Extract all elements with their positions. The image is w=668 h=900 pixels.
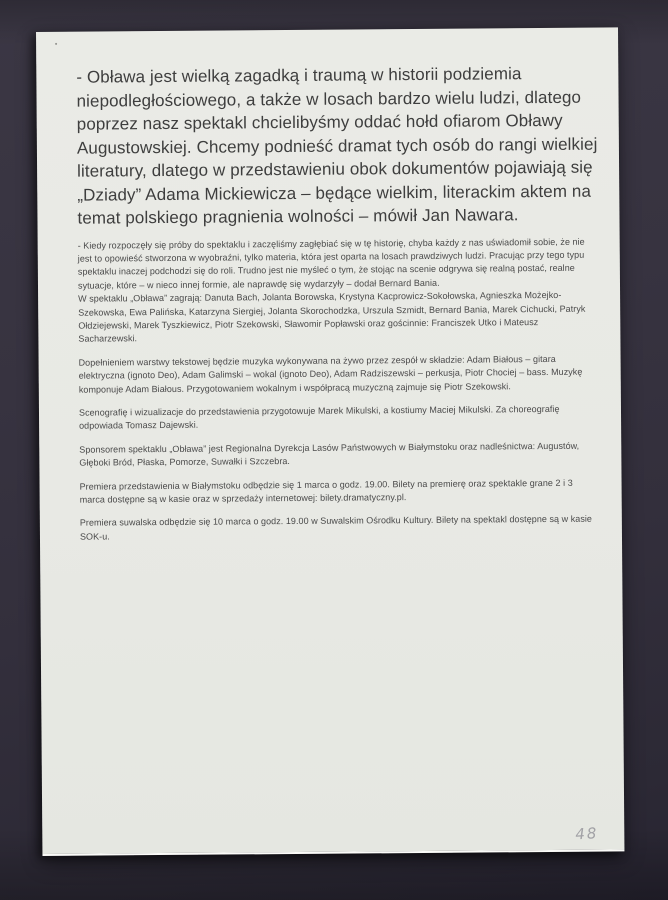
handwritten-page-number: 48: [574, 824, 599, 844]
scanned-page: [36, 27, 624, 856]
paragraph-premiere-bialystok: Premiera przedstawienia w Białymstoku odbędzie się 1 marca o godz. 19.00. Bilety na premierę oraz spektakle grane 2 i 3 marca dostępne są w kasie oraz w sprzedaży internetowej: bilety.dramatyczny.pl.: [79, 477, 573, 505]
paper-speck: [55, 43, 57, 45]
paragraph-quote-and-cast: - Kiedy rozpoczęły się próby do spektaklu i zaczęliśmy zagłębiać się w tę historię, chyba każdy z nas uświadomił sobie, że nie jest to opowieść stworzona w wyobraźni, tylko materia, która jest oparta na losach prawdziwych ludzi. Pracując przy tego typu spektaklu inaczej podchodzi się do roli. Trudno jest nie myśleć o tym, że stojąc na scenie odgrywa się realną postać, realne sytuacje, które – w nieco innej formie, ale naprawdę się wydarzyły – dodał Bernard Bania. W spektaklu „Obława” zagrają: Danuta Bach, Jolanta Borowska, Krystyna Kacprowicz-Sokołowska, Agnieszka Możejko- Szekowska, Ewa Palińska, Katarzyna Siergiej, Jolanta Skorochodzka, Urszula Szmidt, Bernard Bania, Marek Cichucki, Patryk Ołdziejewski, Marek Tyszkiewicz, Piotr Szekowski, Sławomir Popławski oraz gościnnie: Franciszek Utko i Mateusz Sacharzewski.: [77, 236, 586, 345]
lead-paragraph: - Obława jest wielką zagadką i traumą w historii podziemia niepodległościowego, a także w losach bardzo wielu ludzi, dlatego poprzez nasz spektakl chcielibyśmy oddać hołd ofiarom Obławy Augustowskiej. Chcemy podnieść dramat tych osób do rangi wielkiej literatury, dlatego w przedstawieniu obok dokumentów pojawiają się „Dziady” Adama Mickiewicza – będące wielkim, literackim aktem na temat polskiego pragnienia wolności – mówił Jan Nawara.: [76, 64, 598, 228]
paragraph-premiere-suwalki: Premiera suwalska odbędzie się 10 marca o godz. 19.00 w Suwalskim Ośrodku Kultury. Bilety na spektakl dostępne są w kasie SOK-u.: [79, 514, 593, 542]
document-text: [76, 62, 610, 554]
paragraph-music: Dopełnieniem warstwy tekstowej będzie muzyka wykonywana na żywo przez zespół w składzie: Adam Białous – gitara elektryczna (ignoto Deo), Adam Galimski – wokal (ignoto Deo), Adam Radziszewski – perkusja, Piotr Chociej – bass. Muzykę komponuje Adam Białous. Przygotowaniem wokalnym i współpracą muzyczną zajmuje się Piotr Szekowski.: [78, 353, 583, 395]
paragraph-sponsors: Sponsorem spektaklu „Obława” jest Regionalna Dyrekcja Lasów Państwowych w Białymstoku oraz nadleśnictwa: Augustów, Głęboki Bród, Płaska, Pomorze, Suwałki i Szczebra.: [79, 440, 580, 468]
paragraph-scenography: Scenografię i wizualizacje do przedstawienia przygotowuje Marek Mikulski, a kostiumy Maciej Mikulski. Za choreografię odpowiada Tomasz Dajewski.: [78, 403, 560, 432]
